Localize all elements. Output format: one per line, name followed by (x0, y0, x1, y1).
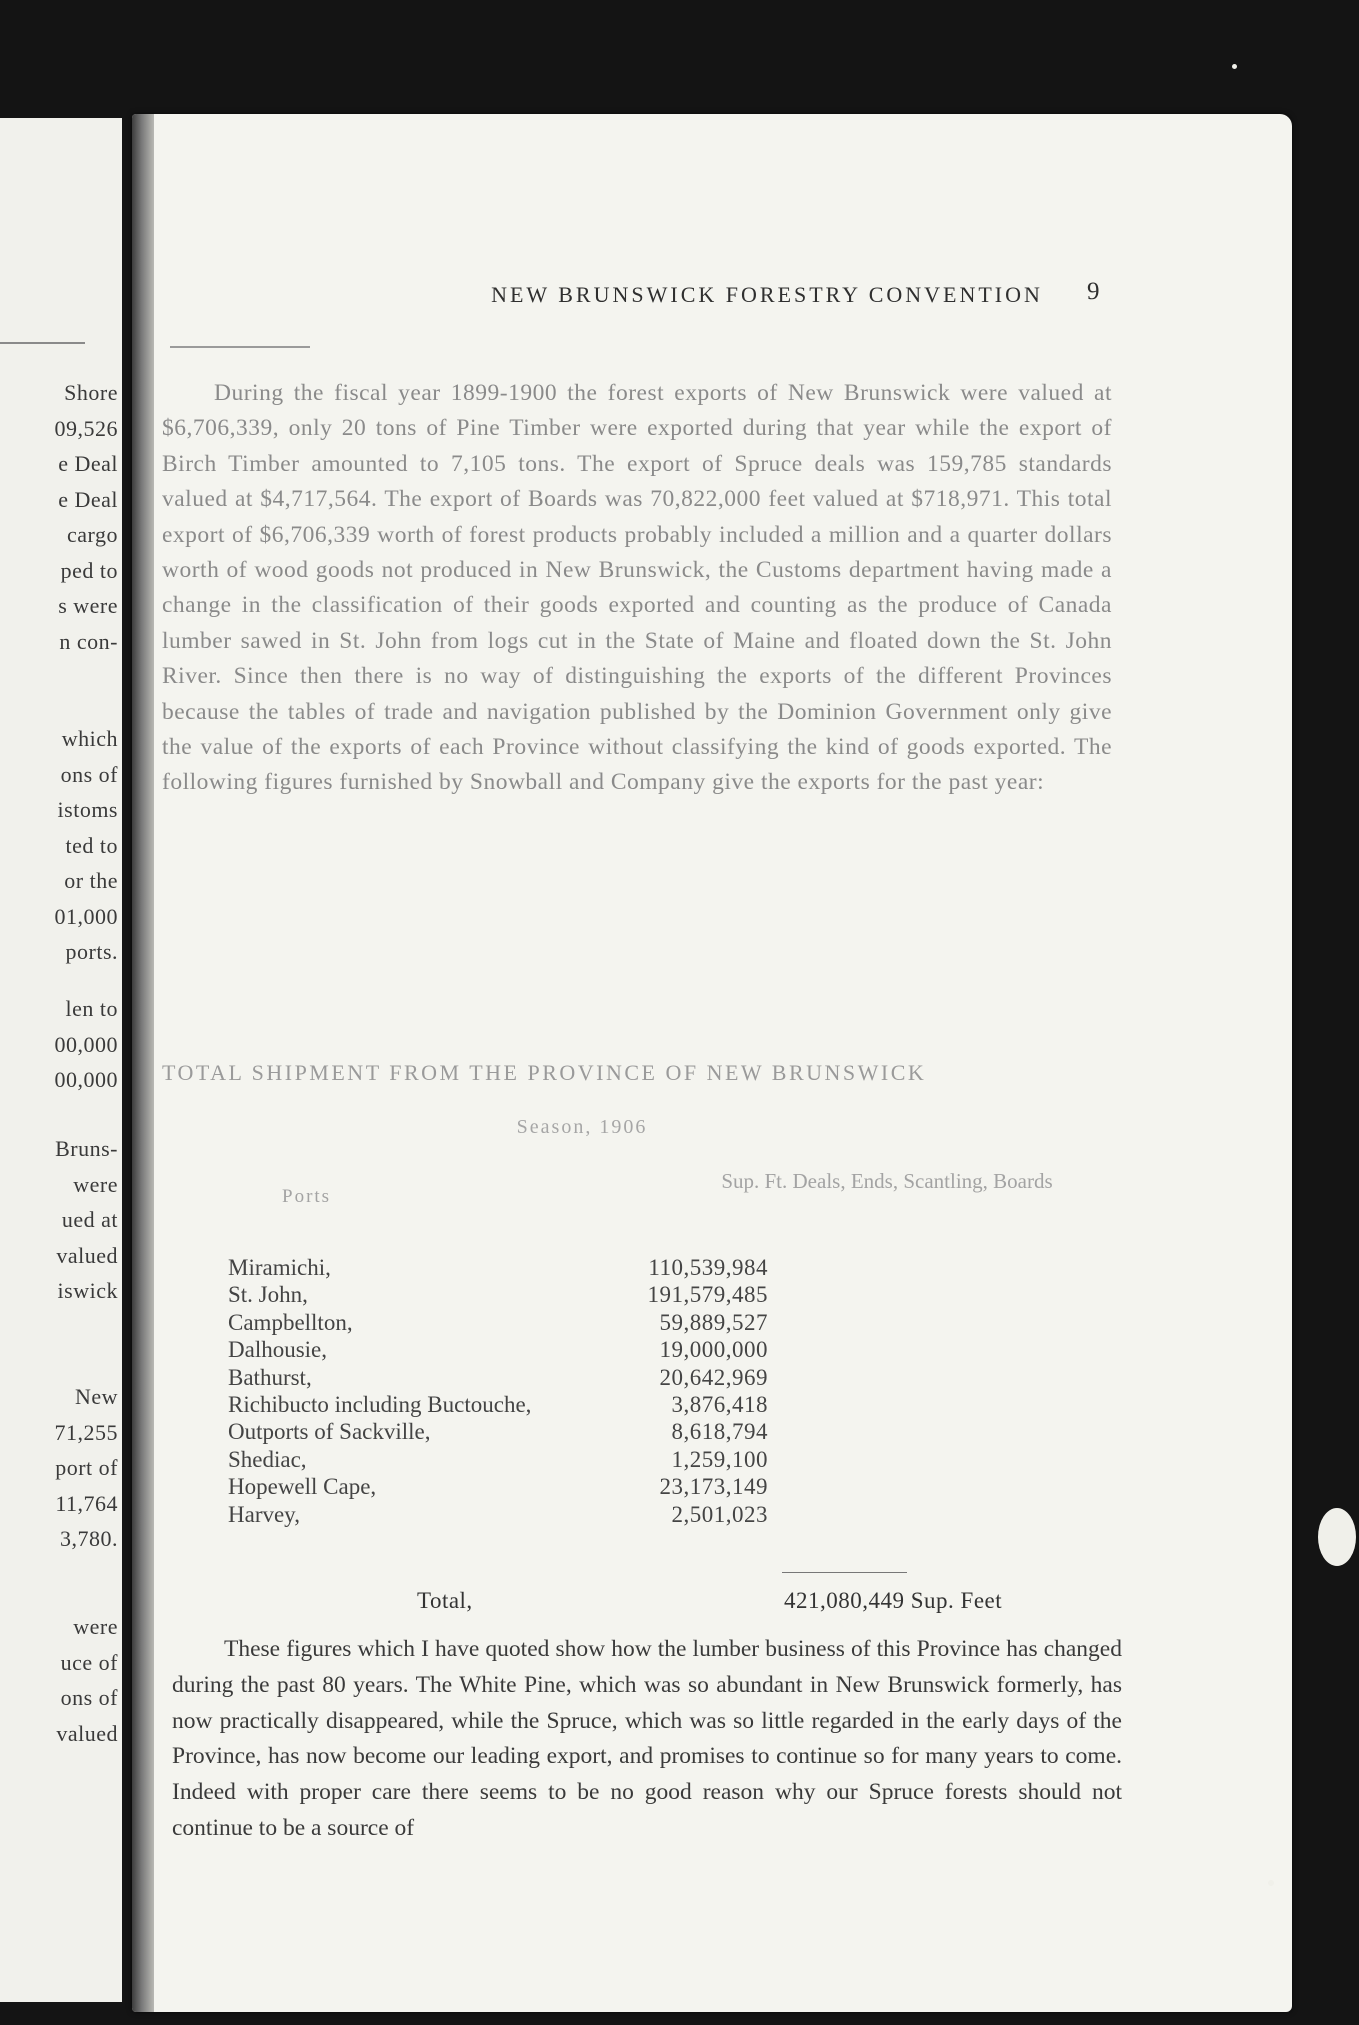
column-header-ports: Ports (282, 1186, 332, 1207)
table-row (228, 1281, 1088, 1308)
port-name: Outports of Sackville, (228, 1419, 431, 1445)
shipment-quantity: 8,618,794 (671, 1419, 768, 1445)
running-title: NEW BRUNSWICK FORESTRY CONVENTION (491, 282, 1043, 307)
shipment-quantity: 20,642,969 (659, 1364, 768, 1390)
port-name: St. John, (228, 1282, 308, 1308)
paragraph-lumber-business: These figures which I have quoted show how the lumber business of this Province has changed during the past 80 years. The White Pine, which was so abundant in New Brunswick formerly, has now practically disappeared, while the Spruce, which was so little regarded in the early days of the Province, has now become our leading export, and promises to continue so for many years to come. Indeed with proper care there seems to be no good reason why our Spruce forests should not continue to be a source of (172, 1636, 1122, 1841)
facing-page-line: istoms (57, 797, 118, 822)
scan-speck (1232, 64, 1237, 69)
book-page (132, 114, 1292, 2012)
shipment-quantity: 3,876,418 (671, 1391, 768, 1417)
table-row (228, 1336, 1088, 1363)
facing-page-line: Shore (64, 380, 118, 405)
page-binding-shadow (132, 114, 154, 2012)
facing-page-line: Bruns- (55, 1136, 118, 1161)
facing-page-line: cargo (67, 522, 118, 547)
facing-page-line: which (61, 726, 118, 751)
facing-page-line: 11,764 (55, 1490, 118, 1516)
table-row (228, 1364, 1088, 1391)
port-name: Dalhousie, (228, 1337, 328, 1363)
facing-page-line: len to (65, 996, 118, 1021)
facing-page-line: 00,000 (54, 1067, 118, 1092)
facing-page-rule (0, 342, 85, 344)
table-season: Season, 1906 (516, 1116, 648, 1138)
facing-page-line: valued (56, 1720, 118, 1746)
facing-page-line: s were (58, 593, 118, 618)
facing-page-line: e Deal (58, 486, 118, 512)
facing-page-line: iswick (57, 1278, 118, 1303)
shipment-quantity: 23,173,149 (659, 1474, 768, 1500)
facing-page-line: ons of (60, 761, 118, 787)
port-name: Shediac, (228, 1446, 307, 1472)
facing-page-line: 00,000 (54, 1031, 118, 1057)
table-row (228, 1309, 1088, 1336)
facing-page-fragment (0, 118, 122, 2002)
column-header-quantity: Sup. Ft. Deals, Ends, Scantling, Boards (721, 1169, 1053, 1193)
page-number: 9 (1087, 278, 1100, 305)
facing-page-line: 01,000 (54, 903, 118, 929)
facing-page-line: e Deal (58, 451, 118, 476)
table-row (228, 1446, 1088, 1473)
facing-page-line: valued (56, 1242, 118, 1268)
port-name: Campbellton, (228, 1309, 353, 1335)
table-row (228, 1418, 1088, 1445)
shipment-rows (228, 1254, 1088, 1528)
port-name: Hopewell Cape, (228, 1474, 377, 1500)
shipment-quantity: 1,259,100 (671, 1446, 768, 1472)
facing-page-line: New (74, 1384, 118, 1409)
facing-page-line: ons of (60, 1685, 118, 1710)
facing-page-line: ports. (65, 939, 118, 964)
facing-page-line: were (73, 1614, 118, 1639)
port-name: Richibucto including Buctouche, (228, 1391, 532, 1417)
scan-speck (1268, 1880, 1274, 1886)
port-name: Harvey, (228, 1501, 300, 1527)
total-label: Total, (417, 1588, 473, 1613)
total-value: 421,080,449 Sup. Feet (784, 1588, 1003, 1613)
facing-page-line: 3,780. (60, 1526, 118, 1551)
facing-page-line: 09,526 (54, 415, 118, 441)
shipment-quantity: 110,539,984 (648, 1255, 768, 1280)
port-name: Bathurst, (228, 1364, 312, 1390)
facing-page-line: were (73, 1171, 118, 1197)
shipment-quantity: 59,889,527 (659, 1309, 768, 1335)
facing-page-line: uce of (60, 1649, 118, 1675)
table-row (228, 1254, 1088, 1281)
facing-page-line: port of (55, 1455, 118, 1480)
shipment-quantity: 19,000,000 (659, 1337, 768, 1363)
facing-page-line: ped to (60, 557, 118, 583)
facing-page-line: or the (64, 868, 118, 893)
header-rule (170, 346, 310, 348)
port-name: Miramichi, (228, 1255, 331, 1280)
facing-page-line: n con- (59, 628, 118, 654)
facing-page-line: 71,255 (54, 1419, 118, 1445)
facing-page-line: ued at (61, 1207, 118, 1232)
table-row (228, 1391, 1088, 1418)
shipment-quantity: 2,501,023 (671, 1501, 768, 1527)
table-row (228, 1473, 1088, 1500)
facing-page-line: ted to (65, 832, 118, 858)
paragraph-exports-overview: During the fiscal year 1899-1900 the forest exports of New Brunswick were valued at $6,706,339, only 20 tons of Pine Timber were exported during that year while the export of Birch Timber amounted to 7,105 tons. The export of Spruce deals was 159,785 standards valued at $4,717,564. The export of Boards was 70,822,000 feet valued at $718,971. This total export of $6,706,339 worth of forest products probably included a million and a quarter dollars worth of wood goods not produced in New Brunswick, the Customs department having made a change in the classification of their goods exported and counting as the produce of Canada lumber sawed in St. John from logs cut in the State of Maine and floated down the St. John River. Since then there is no way of distinguishing the exports of the different Provinces because the tables of trade and navigation published by the Dominion Government only give the value of the exports of each Province without classifying the kind of goods exported. The following figures furnished by Snowball and Company give the exports for the past year: (162, 380, 1112, 796)
table-title: TOTAL SHIPMENT FROM THE PROVINCE OF NEW BRUNSWICK (162, 1060, 927, 1085)
scan-speck (1318, 1508, 1356, 1566)
shipment-quantity: 191,579,485 (647, 1282, 768, 1308)
table-row (228, 1501, 1088, 1528)
total-rule (782, 1572, 907, 1573)
